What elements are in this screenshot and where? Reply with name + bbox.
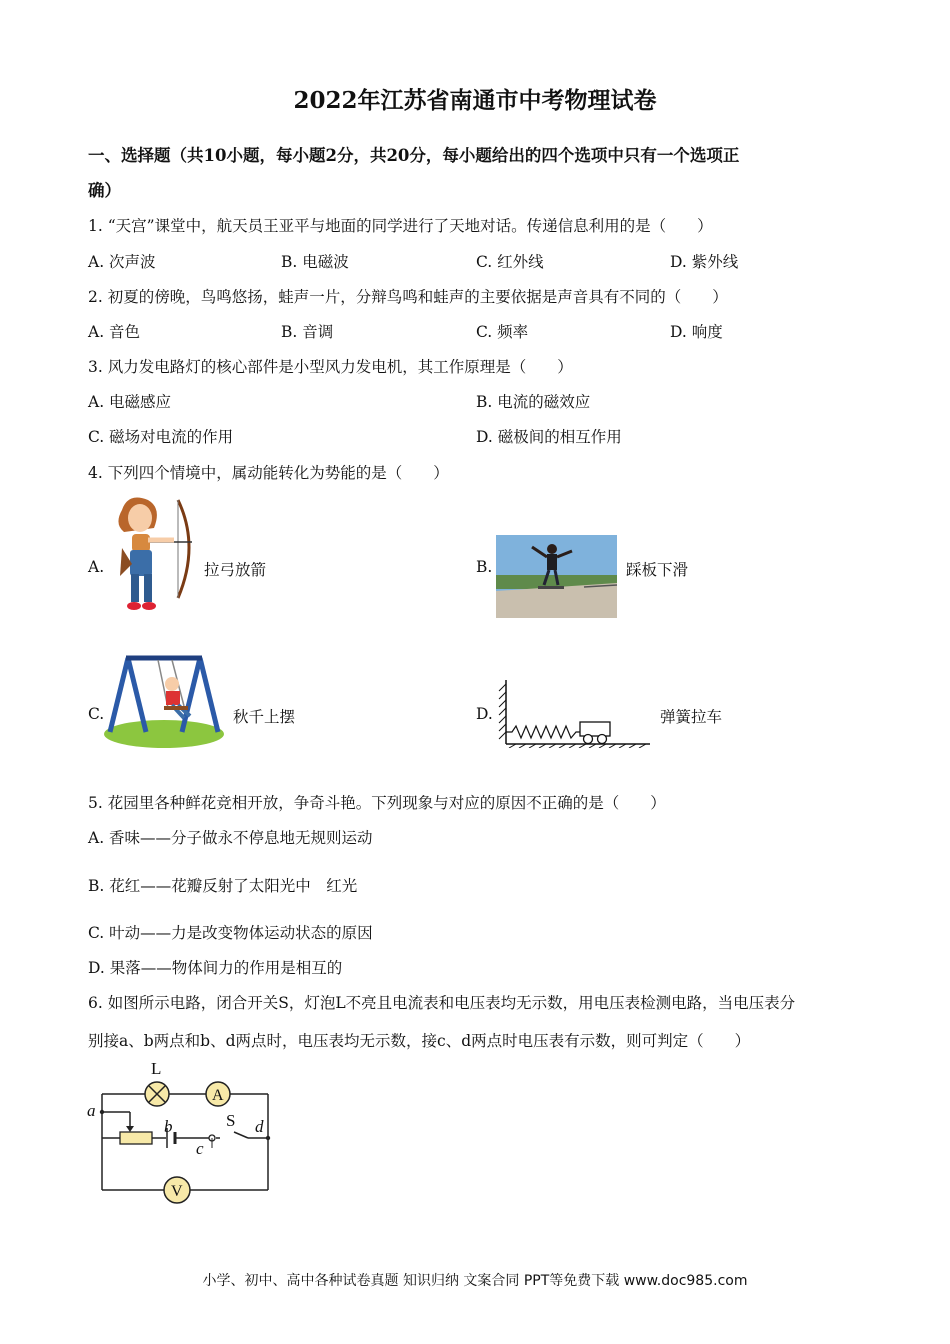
- q2-option-c: C. 频率: [476, 323, 529, 341]
- q2-option-d: D. 响度: [670, 323, 723, 341]
- q1-option-c: C. 红外线: [476, 253, 544, 271]
- circuit-label-voltmeter: V: [171, 1183, 183, 1200]
- q5-option-a: A. 香味——分子做永不停息地无规则运动: [88, 829, 373, 847]
- circuit-diagram: [84, 1054, 280, 1206]
- circuit-label-a: a: [87, 1101, 96, 1120]
- question-2-stem: 2. 初夏的傍晚，鸟鸣悠扬，蛙声一片，分辩鸟鸣和蛙声的主要依据是声音具有不同的（ ）: [88, 288, 728, 306]
- circuit-label-c: c: [196, 1139, 204, 1158]
- question-4-stem: 4. 下列四个情境中，属动能转化为势能的是（ ）: [88, 464, 449, 482]
- circuit-label-d: d: [255, 1117, 264, 1136]
- q1-option-b: B. 电磁波: [281, 253, 349, 271]
- circuit-label-ammeter: A: [212, 1087, 224, 1104]
- q4-option-a-letter: A.: [88, 558, 105, 576]
- q2-option-b: B. 音调: [281, 323, 334, 341]
- circuit-label-lamp: L: [151, 1059, 162, 1078]
- circuit-label-b: b: [164, 1117, 173, 1136]
- q3-option-d: D. 磁极间的相互作用: [476, 428, 622, 446]
- q4-option-c-caption: 秋千上摆: [233, 708, 296, 726]
- q4-option-c-letter: C.: [88, 705, 105, 723]
- q3-option-b: B. 电流的磁效应: [476, 393, 591, 411]
- q4-option-d-letter: D.: [476, 705, 493, 723]
- section-heading-cont: 确）: [88, 181, 121, 200]
- spring-cart-diagram: [496, 678, 652, 748]
- q4-option-d-caption: 弹簧拉车: [660, 708, 723, 726]
- q3-option-a: A. 电磁感应: [88, 393, 172, 411]
- q1-option-a: A. 次声波: [88, 253, 156, 271]
- circuit-label-switch: S: [226, 1111, 236, 1130]
- question-6-stem: 6. 如图所示电路，闭合开关S，灯泡L不亮且电流表和电压表均无示数，用电压表检测电路，当电压表分: [88, 994, 796, 1012]
- question-6-stem-cont: 别接a、b两点和b、d两点时，电压表均无示数，接c、d两点时电压表有示数，则可判定（ ）: [88, 1032, 751, 1050]
- q2-option-a: A. 音色: [88, 323, 141, 341]
- q5-option-c: C. 叶动——力是改变物体运动状态的原因: [88, 924, 373, 942]
- q3-option-c: C. 磁场对电流的作用: [88, 428, 234, 446]
- q5-option-d: D. 果落——物体间力的作用是相互的: [88, 959, 343, 977]
- q4-option-b-caption: 踩板下滑: [626, 561, 689, 579]
- question-3-stem: 3. 风力发电路灯的核心部件是小型风力发电机，其工作原理是（ ）: [88, 358, 573, 376]
- page-title: 2022年江苏省南通市中考物理试卷: [293, 87, 657, 114]
- skateboard-photo: [496, 535, 617, 618]
- page-footer: 小学、初中、高中各种试卷真题 知识归纳 文案合同 PPT等免费下载 www.doc985.com: [202, 1273, 748, 1289]
- q4-option-a-caption: 拉弓放箭: [204, 561, 267, 579]
- q5-option-b: B. 花红——花瓣反射了太阳光中 红光: [88, 877, 358, 895]
- q1-option-d: D. 紫外线: [670, 253, 739, 271]
- question-5-stem: 5. 花园里各种鲜花竞相开放，争奇斗艳。下列现象与对应的原因不正确的是（ ）: [88, 794, 666, 812]
- question-1-stem: 1. “天宫”课堂中，航天员王亚平与地面的同学进行了天地对话。传递信息利用的是（ ）: [88, 217, 713, 235]
- q4-option-b-letter: B.: [476, 558, 493, 576]
- archer-girl-illustration: [108, 494, 198, 612]
- swing-illustration: [102, 652, 226, 750]
- section-heading: 一、选择题（共10小题，每小题2分，共20分，每小题给出的四个选项中只有一个选项正: [88, 146, 740, 165]
